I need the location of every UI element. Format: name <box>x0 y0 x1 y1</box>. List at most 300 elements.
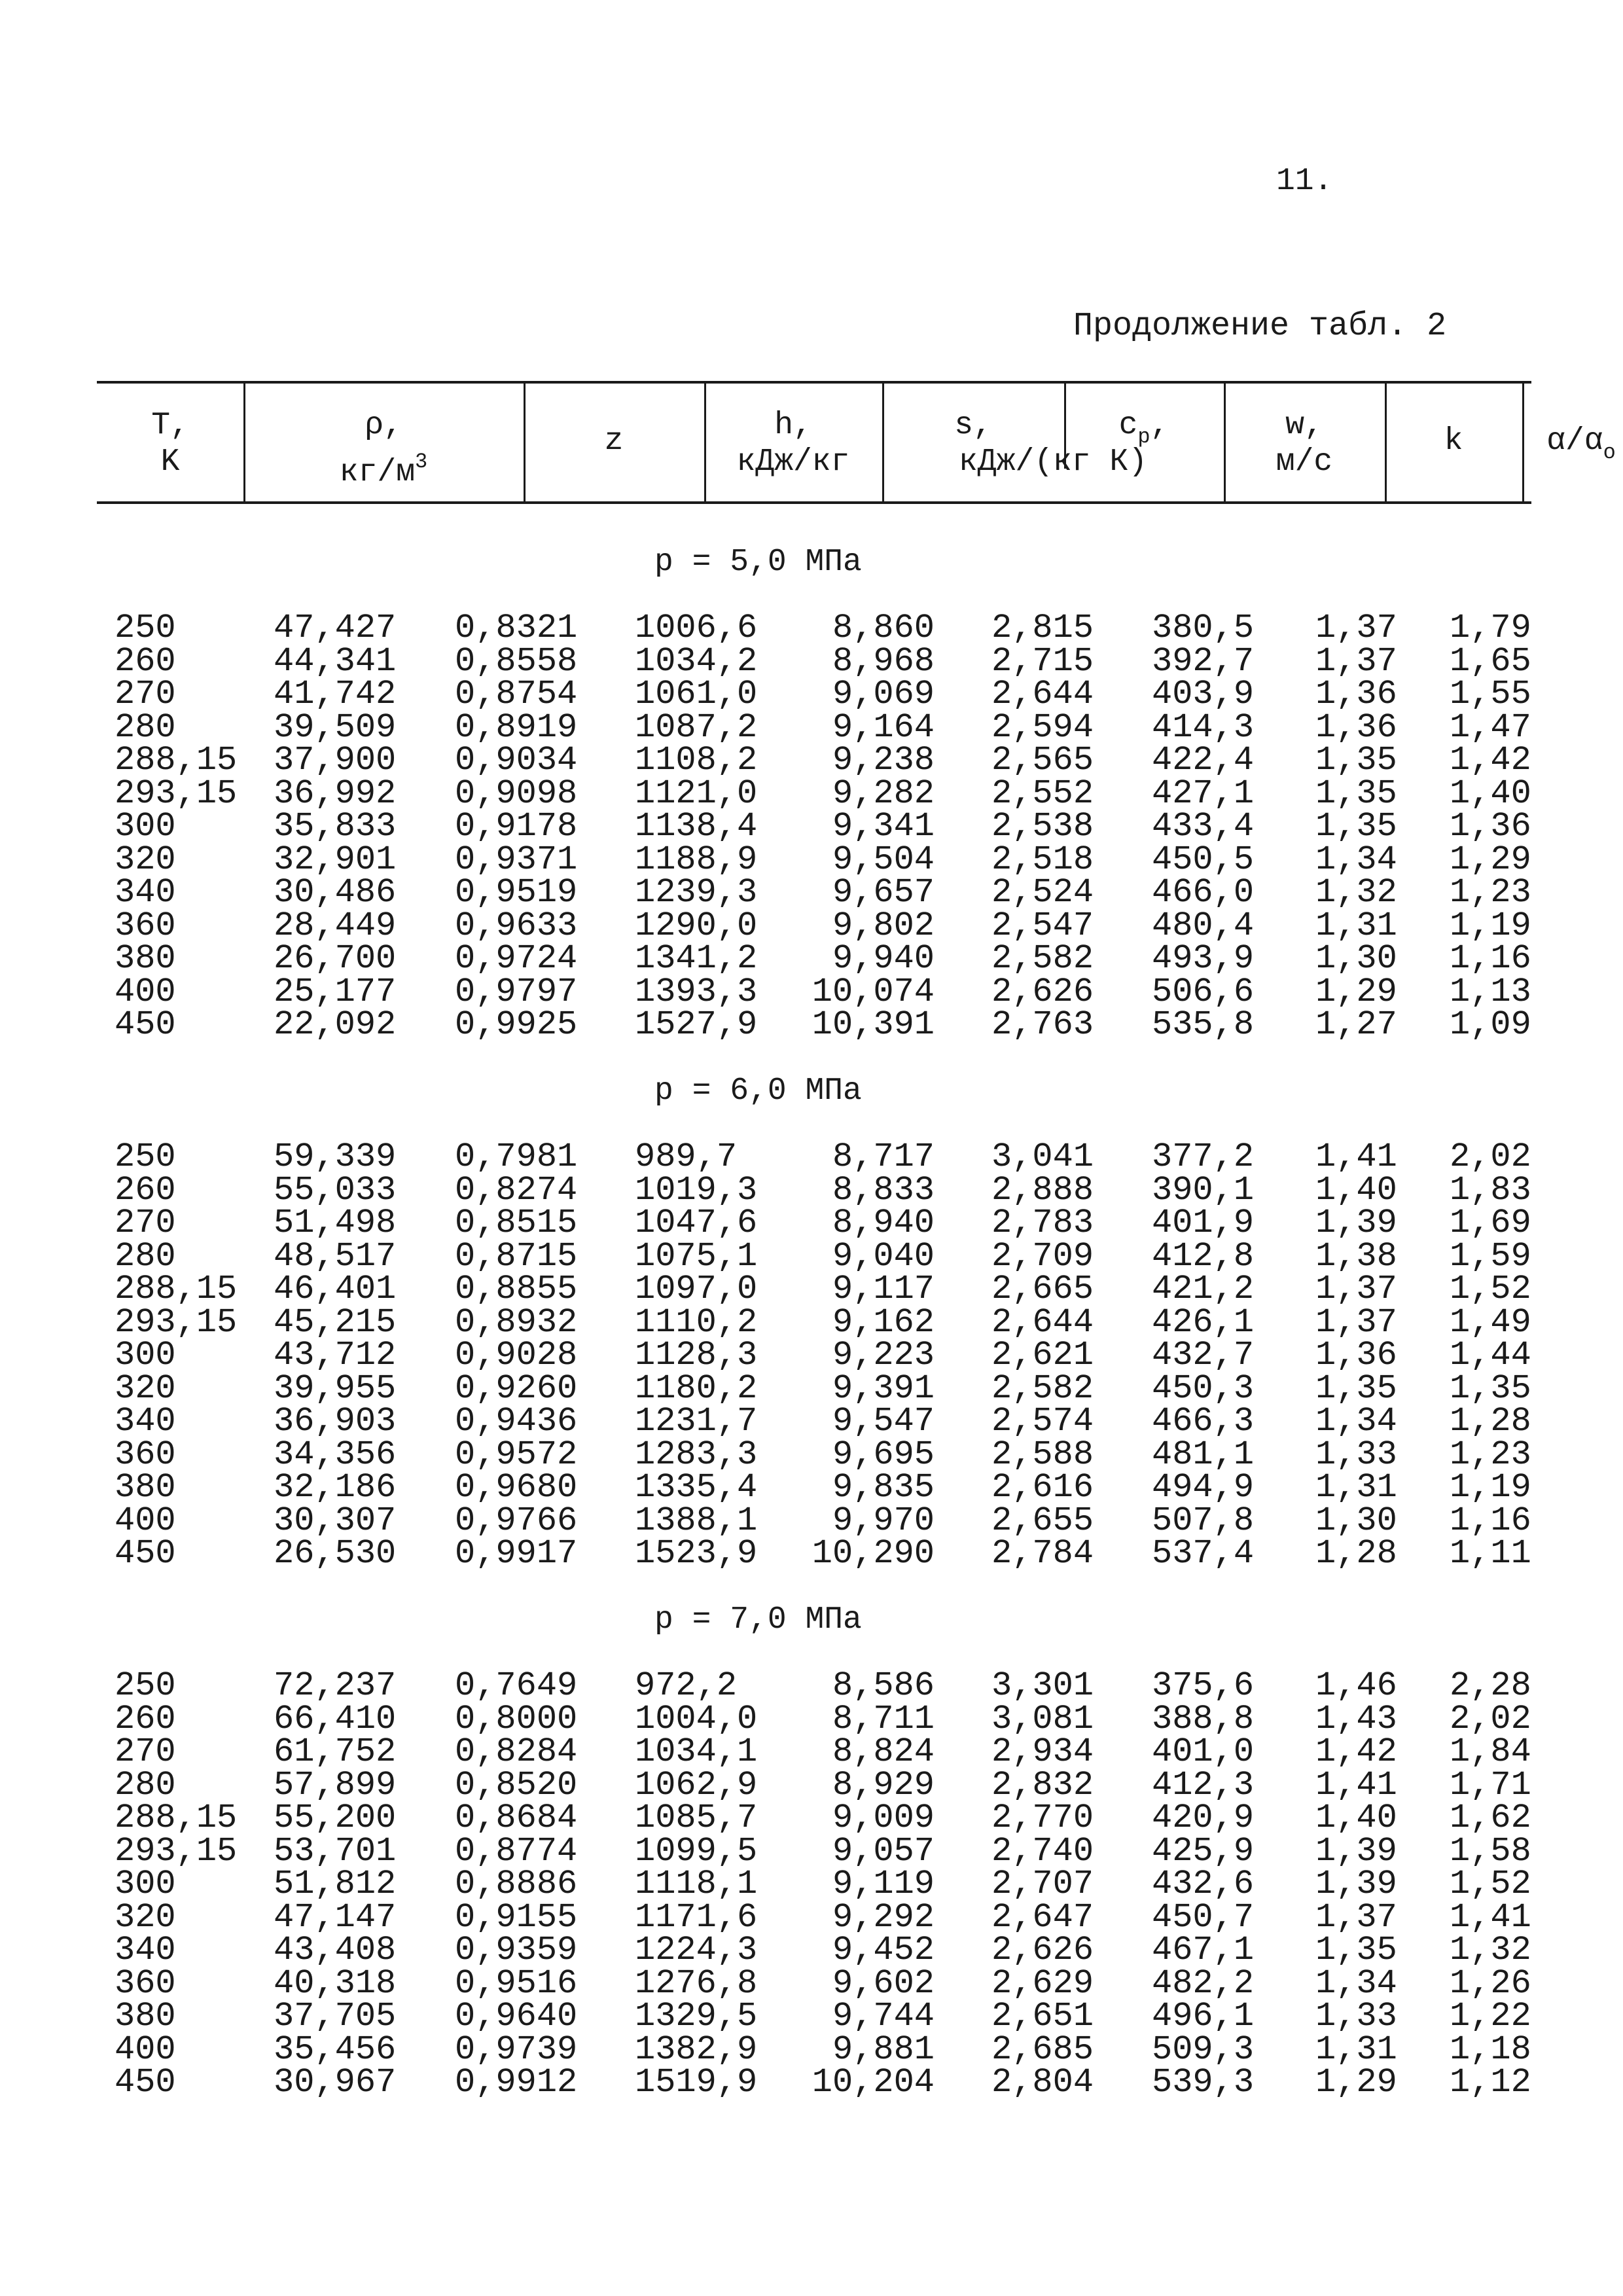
table-row <box>0 1732 1623 1771</box>
cell-isentropic-exponent: 1,27 <box>1315 1005 1397 1044</box>
cell-temperature: 250 <box>115 609 176 647</box>
table-row <box>0 2030 1623 2069</box>
cell-density: 59,339 <box>274 1138 397 1176</box>
table-row <box>0 972 1623 1011</box>
cell-entropy: 9,162 <box>832 1302 935 1342</box>
cell-sound-speed: 450,5 <box>1152 840 1255 879</box>
header-shared-unit-text: кДж/(кг К) <box>958 444 1148 480</box>
cell-isentropic-exponent: 1,38 <box>1315 1236 1397 1276</box>
cell-isentropic-exponent: 1,40 <box>1315 1170 1397 1210</box>
cell-sound-speed: 507,8 <box>1152 1501 1255 1540</box>
cell-isentropic-exponent: 1,30 <box>1315 1501 1397 1540</box>
cell-alpha-ratio: 1,42 <box>1450 741 1531 780</box>
cell-alpha-ratio: 1,79 <box>1450 609 1531 647</box>
table-row <box>0 1931 1623 1969</box>
cell-entropy: 9,802 <box>832 906 935 945</box>
cell-temperature: 288,15 <box>115 741 238 780</box>
cell-density: 46,401 <box>274 1270 397 1308</box>
cell-sound-speed: 467,1 <box>1152 1931 1255 1969</box>
cell-isentropic-exponent: 1,37 <box>1315 609 1397 647</box>
cell-alpha-ratio: 1,12 <box>1450 2063 1531 2102</box>
cell-enthalpy: 1329,5 <box>635 1997 758 2036</box>
cell-enthalpy: 1034,2 <box>635 641 758 681</box>
cell-density: 51,812 <box>274 1865 397 1903</box>
cell-enthalpy: 1118,1 <box>635 1865 758 1903</box>
table-row <box>0 1666 1623 1705</box>
cell-heat-capacity: 2,888 <box>991 1170 1094 1210</box>
cell-alpha-ratio: 1,52 <box>1450 1270 1531 1308</box>
cell-sound-speed: 481,1 <box>1152 1435 1255 1474</box>
header-alpha-ratio-subscript: o <box>1603 440 1616 465</box>
cell-isentropic-exponent: 1,30 <box>1315 939 1397 978</box>
cell-entropy: 9,970 <box>832 1501 935 1540</box>
table-row <box>0 1138 1623 1176</box>
cell-enthalpy: 1171,6 <box>635 1897 758 1937</box>
cell-sound-speed: 450,7 <box>1152 1897 1255 1937</box>
cell-density: 41,742 <box>274 675 397 713</box>
cell-temperature: 260 <box>115 641 176 681</box>
cell-sound-speed: 421,2 <box>1152 1270 1255 1308</box>
header-heat-capacity-comma: , <box>1150 408 1169 443</box>
cell-enthalpy: 1239,3 <box>635 873 758 912</box>
cell-enthalpy: 1061,0 <box>635 675 758 713</box>
table-row <box>0 1831 1623 1871</box>
cell-isentropic-exponent: 1,39 <box>1315 1204 1397 1242</box>
cell-enthalpy: 972,2 <box>635 1666 738 1705</box>
cell-isentropic-exponent: 1,34 <box>1315 1402 1397 1441</box>
cell-sound-speed: 377,2 <box>1152 1138 1255 1176</box>
page-number: 11. <box>1276 164 1333 199</box>
cell-temperature: 270 <box>115 675 176 713</box>
cell-enthalpy: 1047,6 <box>635 1204 758 1242</box>
cell-temperature: 320 <box>115 1369 176 1408</box>
cell-density: 28,449 <box>274 906 397 945</box>
cell-density: 36,992 <box>274 774 397 813</box>
cell-heat-capacity: 2,815 <box>991 609 1094 647</box>
cell-heat-capacity: 2,832 <box>991 1765 1094 1804</box>
cell-heat-capacity: 2,770 <box>991 1799 1094 1837</box>
cell-temperature: 400 <box>115 1501 176 1540</box>
cell-alpha-ratio: 2,28 <box>1450 1666 1531 1705</box>
table-row <box>0 873 1623 912</box>
cell-density: 22,092 <box>274 1005 397 1044</box>
cell-compressibility: 0,9925 <box>455 1005 578 1044</box>
cell-heat-capacity: 2,582 <box>991 939 1094 978</box>
cell-sound-speed: 401,0 <box>1152 1732 1255 1771</box>
cell-sound-speed: 535,8 <box>1152 1005 1255 1044</box>
cell-density: 36,903 <box>274 1402 397 1441</box>
cell-entropy: 8,940 <box>832 1204 935 1242</box>
cell-enthalpy: 1283,3 <box>635 1435 758 1474</box>
header-alpha-ratio <box>1522 384 1623 501</box>
cell-density: 30,307 <box>274 1501 397 1540</box>
cell-temperature: 340 <box>115 873 176 912</box>
cell-heat-capacity: 2,588 <box>991 1435 1094 1474</box>
cell-entropy: 9,391 <box>832 1369 935 1408</box>
cell-heat-capacity: 2,594 <box>991 708 1094 747</box>
cell-isentropic-exponent: 1,31 <box>1315 906 1397 945</box>
cell-density: 53,701 <box>274 1831 397 1871</box>
table-row <box>0 675 1623 713</box>
cell-isentropic-exponent: 1,39 <box>1315 1831 1397 1871</box>
table-row <box>0 1170 1623 1210</box>
cell-temperature: 293,15 <box>115 1302 238 1342</box>
table-row <box>0 1534 1623 1573</box>
cell-entropy: 9,040 <box>832 1236 935 1276</box>
cell-isentropic-exponent: 1,43 <box>1315 1699 1397 1738</box>
cell-entropy: 8,968 <box>832 641 935 681</box>
cell-density: 57,899 <box>274 1765 397 1804</box>
cell-alpha-ratio: 1,58 <box>1450 1831 1531 1871</box>
cell-density: 47,147 <box>274 1897 397 1937</box>
cell-density: 47,427 <box>274 609 397 647</box>
cell-entropy: 10,290 <box>812 1534 935 1573</box>
cell-enthalpy: 1097,0 <box>635 1270 758 1308</box>
cell-compressibility: 0,9917 <box>455 1534 578 1573</box>
cell-density: 44,341 <box>274 641 397 681</box>
cell-isentropic-exponent: 1,31 <box>1315 1468 1397 1507</box>
cell-density: 51,498 <box>274 1204 397 1242</box>
cell-alpha-ratio: 1,55 <box>1450 675 1531 713</box>
cell-density: 72,237 <box>274 1666 397 1705</box>
cell-temperature: 288,15 <box>115 1270 238 1308</box>
header-heat-capacity-letter: c <box>1118 408 1138 443</box>
cell-isentropic-exponent: 1,34 <box>1315 1964 1397 2003</box>
header-alpha-ratio-symbol <box>1522 423 1623 471</box>
cell-compressibility: 0,8321 <box>455 609 578 647</box>
cell-temperature: 300 <box>115 807 176 846</box>
cell-density: 55,033 <box>274 1170 397 1210</box>
cell-enthalpy: 1290,0 <box>635 906 758 945</box>
cell-enthalpy: 1224,3 <box>635 1931 758 1969</box>
table-row <box>0 1336 1623 1374</box>
cell-compressibility: 0,9359 <box>455 1931 578 1969</box>
header-sound-speed-symbol: w, <box>1285 408 1323 443</box>
cell-enthalpy: 1110,2 <box>635 1302 758 1342</box>
cell-temperature: 300 <box>115 1865 176 1903</box>
cell-compressibility: 0,9516 <box>455 1964 578 2003</box>
cell-enthalpy: 1335,4 <box>635 1468 758 1507</box>
cell-enthalpy: 1087,2 <box>635 708 758 747</box>
table-row <box>0 741 1623 780</box>
table-row <box>0 609 1623 647</box>
cell-alpha-ratio: 1,16 <box>1450 1501 1531 1540</box>
cell-density: 25,177 <box>274 972 397 1011</box>
header-shared-unit <box>882 384 1224 501</box>
cell-density: 35,456 <box>274 2030 397 2069</box>
header-heat-capacity-subscript: p <box>1137 425 1150 449</box>
cell-compressibility: 0,9371 <box>455 840 578 879</box>
table-row <box>0 774 1623 813</box>
cell-temperature: 450 <box>115 2063 176 2102</box>
cell-density: 40,318 <box>274 1964 397 2003</box>
table-row <box>0 906 1623 945</box>
cell-compressibility: 0,9640 <box>455 1997 578 2036</box>
cell-temperature: 250 <box>115 1138 176 1176</box>
cell-compressibility: 0,8774 <box>455 1831 578 1871</box>
header-isentropic-exponent-symbol: k <box>1444 423 1463 459</box>
cell-temperature: 380 <box>115 1468 176 1507</box>
cell-heat-capacity: 2,715 <box>991 641 1094 681</box>
table-row <box>0 1699 1623 1738</box>
cell-compressibility: 0,8855 <box>455 1270 578 1308</box>
section-title: p = 5,0 МПа <box>654 545 862 580</box>
header-alpha-ratio-base: α/α <box>1546 423 1603 459</box>
cell-sound-speed: 494,9 <box>1152 1468 1255 1507</box>
cell-density: 43,712 <box>274 1336 397 1374</box>
cell-compressibility: 0,8284 <box>455 1732 578 1771</box>
cell-enthalpy: 1523,9 <box>635 1534 758 1573</box>
cell-heat-capacity: 2,707 <box>991 1865 1094 1903</box>
cell-alpha-ratio: 1,22 <box>1450 1997 1531 2036</box>
cell-alpha-ratio: 1,65 <box>1450 641 1531 681</box>
cell-entropy: 8,717 <box>832 1138 935 1176</box>
cell-heat-capacity: 2,626 <box>991 1931 1094 1969</box>
cell-density: 66,410 <box>274 1699 397 1738</box>
cell-entropy: 10,204 <box>812 2063 935 2102</box>
cell-temperature: 280 <box>115 1765 176 1804</box>
cell-isentropic-exponent: 1,40 <box>1315 1799 1397 1837</box>
cell-sound-speed: 425,9 <box>1152 1831 1255 1871</box>
cell-sound-speed: 466,0 <box>1152 873 1255 912</box>
cell-enthalpy: 1180,2 <box>635 1369 758 1408</box>
cell-heat-capacity: 2,565 <box>991 741 1094 780</box>
cell-entropy: 8,711 <box>832 1699 935 1738</box>
cell-isentropic-exponent: 1,33 <box>1315 1435 1397 1474</box>
cell-alpha-ratio: 1,52 <box>1450 1865 1531 1903</box>
cell-compressibility: 0,9155 <box>455 1897 578 1937</box>
cell-compressibility: 0,9260 <box>455 1369 578 1408</box>
cell-isentropic-exponent: 1,36 <box>1315 675 1397 713</box>
cell-sound-speed: 412,8 <box>1152 1236 1255 1276</box>
cell-isentropic-exponent: 1,37 <box>1315 641 1397 681</box>
cell-entropy: 8,824 <box>832 1732 935 1771</box>
table-row <box>0 1369 1623 1408</box>
table-row <box>0 1765 1623 1804</box>
cell-sound-speed: 392,7 <box>1152 641 1255 681</box>
table-row <box>0 2063 1623 2102</box>
cell-temperature: 360 <box>115 1435 176 1474</box>
table-row <box>0 1468 1623 1507</box>
header-density-unit <box>243 444 524 491</box>
cell-alpha-ratio: 1,19 <box>1450 906 1531 945</box>
cell-sound-speed: 432,6 <box>1152 1865 1255 1903</box>
cell-entropy: 9,119 <box>832 1865 935 1903</box>
header-temperature-unit: K <box>160 444 180 480</box>
cell-compressibility: 0,9178 <box>455 807 578 846</box>
cell-temperature: 320 <box>115 840 176 879</box>
cell-sound-speed: 380,5 <box>1152 609 1255 647</box>
cell-heat-capacity: 2,784 <box>991 1534 1094 1573</box>
cell-temperature: 270 <box>115 1204 176 1242</box>
header-temperature-symbol: T, <box>151 408 189 443</box>
cell-isentropic-exponent: 1,36 <box>1315 708 1397 747</box>
cell-enthalpy: 1138,4 <box>635 807 758 846</box>
cell-alpha-ratio: 1,09 <box>1450 1005 1531 1044</box>
cell-compressibility: 0,8558 <box>455 641 578 681</box>
cell-compressibility: 0,8715 <box>455 1236 578 1276</box>
cell-compressibility: 0,8515 <box>455 1204 578 1242</box>
cell-isentropic-exponent: 1,35 <box>1315 741 1397 780</box>
cell-isentropic-exponent: 1,41 <box>1315 1138 1397 1176</box>
cell-density: 39,955 <box>274 1369 397 1408</box>
table-row <box>0 1501 1623 1540</box>
cell-sound-speed: 433,4 <box>1152 807 1255 846</box>
cell-density: 37,900 <box>274 741 397 780</box>
cell-compressibility: 0,8000 <box>455 1699 578 1738</box>
cell-compressibility: 0,9797 <box>455 972 578 1011</box>
cell-compressibility: 0,9680 <box>455 1468 578 1507</box>
cell-temperature: 380 <box>115 939 176 978</box>
cell-alpha-ratio: 1,26 <box>1450 1964 1531 2003</box>
cell-compressibility: 0,9912 <box>455 2063 578 2102</box>
cell-heat-capacity: 3,301 <box>991 1666 1094 1705</box>
cell-density: 61,752 <box>274 1732 397 1771</box>
table-row <box>0 807 1623 846</box>
cell-density: 34,356 <box>274 1435 397 1474</box>
cell-sound-speed: 412,3 <box>1152 1765 1255 1804</box>
cell-entropy: 9,117 <box>832 1270 935 1308</box>
cell-alpha-ratio: 1,23 <box>1450 873 1531 912</box>
cell-isentropic-exponent: 1,46 <box>1315 1666 1397 1705</box>
cell-heat-capacity: 2,651 <box>991 1997 1094 2036</box>
cell-heat-capacity: 2,518 <box>991 840 1094 879</box>
cell-alpha-ratio: 1,23 <box>1450 1435 1531 1474</box>
cell-sound-speed: 427,1 <box>1152 774 1255 813</box>
cell-entropy: 9,341 <box>832 807 935 846</box>
cell-entropy: 8,833 <box>832 1170 935 1210</box>
cell-alpha-ratio: 1,32 <box>1450 1931 1531 1969</box>
cell-density: 30,486 <box>274 873 397 912</box>
cell-heat-capacity: 2,685 <box>991 2030 1094 2069</box>
cell-temperature: 260 <box>115 1699 176 1738</box>
cell-density: 32,186 <box>274 1468 397 1507</box>
header-enthalpy-symbol: h, <box>774 408 812 443</box>
header-temperature <box>97 384 243 501</box>
cell-enthalpy: 1382,9 <box>635 2030 758 2069</box>
cell-sound-speed: 388,8 <box>1152 1699 1255 1738</box>
cell-entropy: 9,940 <box>832 939 935 978</box>
cell-entropy: 9,452 <box>832 1931 935 1969</box>
cell-entropy: 9,504 <box>832 840 935 879</box>
cell-compressibility: 0,8919 <box>455 708 578 747</box>
section-title: p = 7,0 МПа <box>654 1602 862 1638</box>
cell-alpha-ratio: 1,18 <box>1450 2030 1531 2069</box>
header-enthalpy-unit: кДж/кг <box>736 444 850 480</box>
cell-heat-capacity: 2,763 <box>991 1005 1094 1044</box>
cell-sound-speed: 493,9 <box>1152 939 1255 978</box>
cell-alpha-ratio: 1,29 <box>1450 840 1531 879</box>
header-density-symbol: ρ, <box>365 408 402 443</box>
cell-entropy: 9,057 <box>832 1831 935 1871</box>
cell-compressibility: 0,8274 <box>455 1170 578 1210</box>
cell-compressibility: 0,9572 <box>455 1435 578 1474</box>
cell-isentropic-exponent: 1,35 <box>1315 1931 1397 1969</box>
cell-temperature: 340 <box>115 1931 176 1969</box>
cell-sound-speed: 390,1 <box>1152 1170 1255 1210</box>
header-isentropic-exponent <box>1385 384 1522 501</box>
cell-compressibility: 0,8754 <box>455 675 578 713</box>
cell-isentropic-exponent: 1,35 <box>1315 807 1397 846</box>
cell-entropy: 9,835 <box>832 1468 935 1507</box>
table-row <box>0 939 1623 978</box>
cell-compressibility: 0,8932 <box>455 1302 578 1342</box>
cell-heat-capacity: 2,665 <box>991 1270 1094 1308</box>
cell-entropy: 9,744 <box>832 1997 935 2036</box>
table-row <box>0 1005 1623 1044</box>
cell-enthalpy: 1527,9 <box>635 1005 758 1044</box>
cell-isentropic-exponent: 1,37 <box>1315 1270 1397 1308</box>
cell-alpha-ratio: 1,84 <box>1450 1732 1531 1771</box>
cell-enthalpy: 1062,9 <box>635 1765 758 1804</box>
cell-alpha-ratio: 1,13 <box>1450 972 1531 1011</box>
cell-alpha-ratio: 2,02 <box>1450 1138 1531 1176</box>
cell-compressibility: 0,7981 <box>455 1138 578 1176</box>
cell-heat-capacity: 2,644 <box>991 675 1094 713</box>
cell-heat-capacity: 2,552 <box>991 774 1094 813</box>
cell-heat-capacity: 2,804 <box>991 2063 1094 2102</box>
header-sound-speed-unit: м/с <box>1275 444 1333 480</box>
cell-entropy: 9,069 <box>832 675 935 713</box>
cell-isentropic-exponent: 1,34 <box>1315 840 1397 879</box>
cell-sound-speed: 509,3 <box>1152 2030 1255 2069</box>
cell-entropy: 9,292 <box>832 1897 935 1937</box>
cell-temperature: 300 <box>115 1336 176 1374</box>
cell-alpha-ratio: 2,02 <box>1450 1699 1531 1738</box>
cell-alpha-ratio: 1,40 <box>1450 774 1531 813</box>
cell-compressibility: 0,9519 <box>455 873 578 912</box>
cell-isentropic-exponent: 1,32 <box>1315 873 1397 912</box>
cell-alpha-ratio: 1,28 <box>1450 1402 1531 1441</box>
cell-heat-capacity: 2,574 <box>991 1402 1094 1441</box>
table-row <box>0 1435 1623 1474</box>
cell-heat-capacity: 3,041 <box>991 1138 1094 1176</box>
cell-alpha-ratio: 1,44 <box>1450 1336 1531 1374</box>
cell-alpha-ratio: 1,71 <box>1450 1765 1531 1804</box>
cell-density: 30,967 <box>274 2063 397 2102</box>
cell-heat-capacity: 2,644 <box>991 1302 1094 1342</box>
cell-heat-capacity: 2,783 <box>991 1204 1094 1242</box>
cell-density: 26,700 <box>274 939 397 978</box>
cell-entropy: 9,282 <box>832 774 935 813</box>
header-density-unit-exponent: 3 <box>415 450 428 474</box>
cell-isentropic-exponent: 1,31 <box>1315 2030 1397 2069</box>
cell-sound-speed: 422,4 <box>1152 741 1255 780</box>
cell-alpha-ratio: 1,11 <box>1450 1534 1531 1573</box>
cell-entropy: 9,657 <box>832 873 935 912</box>
cell-alpha-ratio: 1,47 <box>1450 708 1531 747</box>
cell-entropy: 9,695 <box>832 1435 935 1474</box>
cell-compressibility: 0,7649 <box>455 1666 578 1705</box>
cell-alpha-ratio: 1,36 <box>1450 807 1531 846</box>
cell-density: 37,705 <box>274 1997 397 2036</box>
cell-enthalpy: 1519,9 <box>635 2063 758 2102</box>
cell-sound-speed: 537,4 <box>1152 1534 1255 1573</box>
cell-isentropic-exponent: 1,35 <box>1315 774 1397 813</box>
cell-temperature: 360 <box>115 1964 176 2003</box>
cell-entropy: 9,238 <box>832 741 935 780</box>
cell-enthalpy: 1085,7 <box>635 1799 758 1837</box>
table-row <box>0 1865 1623 1903</box>
cell-density: 26,530 <box>274 1534 397 1573</box>
cell-isentropic-exponent: 1,28 <box>1315 1534 1397 1573</box>
cell-sound-speed: 375,6 <box>1152 1666 1255 1705</box>
cell-isentropic-exponent: 1,37 <box>1315 1897 1397 1937</box>
cell-enthalpy: 1128,3 <box>635 1336 758 1374</box>
cell-heat-capacity: 2,524 <box>991 873 1094 912</box>
cell-sound-speed: 539,3 <box>1152 2063 1255 2102</box>
table-row <box>0 641 1623 681</box>
